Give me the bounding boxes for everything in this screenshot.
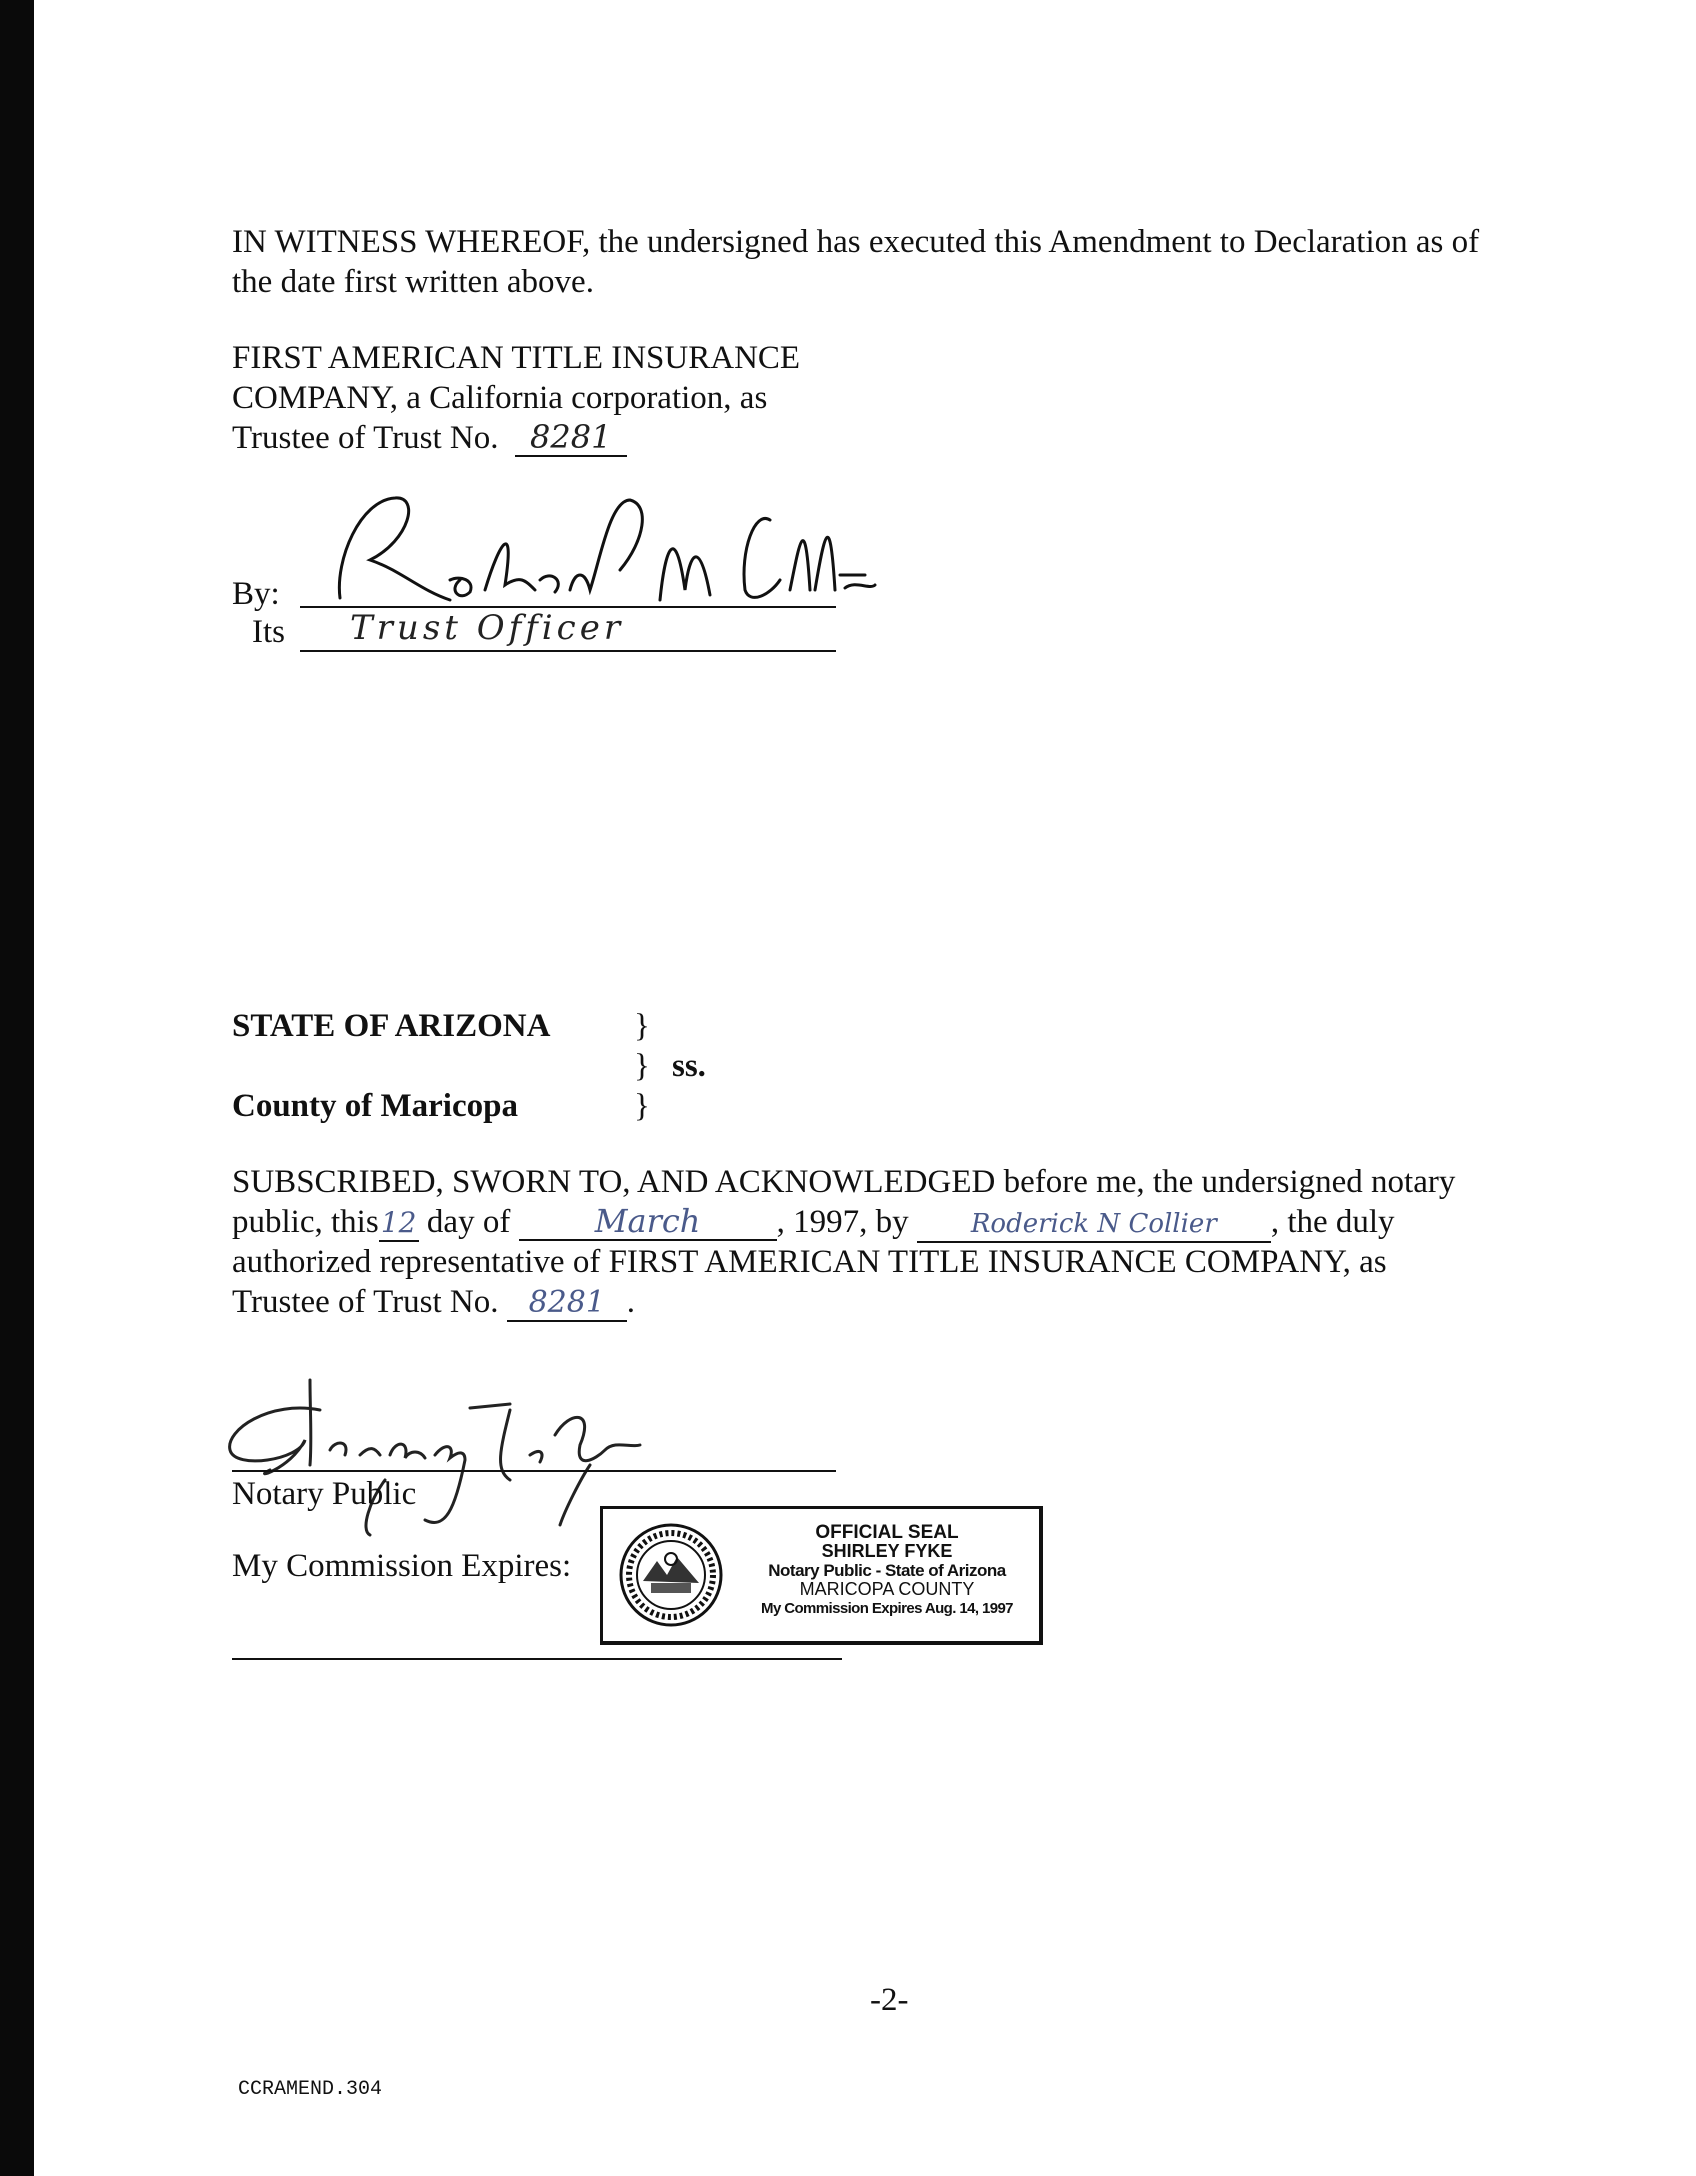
notary-label: Notary Public [232,1476,417,1512]
scan-edge [0,0,34,2176]
seal-text-block [741,1523,1033,1618]
trust-no-label: Trustee of Trust No. [232,420,499,456]
witness-line-1: IN WITNESS WHEREOF, the undersigned has executed this Amendment to Declaration as of [232,224,1480,260]
witness-line-2: the date first written above. [232,264,594,300]
page-number: -2- [870,1982,909,2018]
venue-brace-3: } [634,1088,650,1124]
ack-period: . [626,1284,636,1320]
its-handwritten: Trust Officer [350,608,625,648]
official-seal-stamp [600,1506,1043,1645]
its-label: Its [252,614,285,650]
ack-public-this: public, this [232,1204,379,1240]
seal-line-5: My Commission Expires Aug. 14, 1997 [761,1600,1013,1617]
seal-line-1: OFFICIAL SEAL [815,1522,959,1543]
trust-no-field [515,420,627,457]
ack-month-handwritten: March [594,1202,701,1240]
ack-trust-handwritten: 8281 [528,1285,605,1320]
ack-year-by: , 1997, by [776,1204,909,1240]
company-line-2: COMPANY, a California corporation, as [232,380,768,416]
venue-state: STATE OF ARIZONA [232,1008,551,1044]
venue-brace-2: } [634,1048,650,1084]
its-line [300,650,836,652]
document-code: CCRAMEND.304 [238,2078,383,2101]
venue-county: County of Maricopa [232,1088,518,1124]
ack-the-duly: , the duly [1270,1204,1395,1240]
ack-day-handwritten: 12 [380,1206,417,1239]
notary-signature-text [240,1420,245,1421]
commission-line [232,1658,842,1660]
by-label: By: [232,576,280,612]
seal-line-3: Notary Public - State of Arizona [768,1561,1006,1580]
venue-ss: ss. [672,1048,706,1084]
ack-line-4 [232,1282,635,1322]
arizona-seal-emblem [615,1521,727,1629]
ack-name-field [917,1205,1271,1243]
ack-line-1: SUBSCRIBED, SWORN TO, AND ACKNOWLEDGED before me, the undersigned notary [232,1164,1456,1200]
ack-day-field [379,1205,419,1242]
ack-name-handwritten: Roderick N Collier [970,1209,1217,1239]
company-line-3 [232,418,627,458]
seal-line-2: SHIRLEY FYKE [821,1541,953,1561]
trust-no-handwritten: 8281 [530,418,612,456]
ack-line-3: authorized representative of FIRST AMERICAN TITLE INSURANCE COMPANY, as [232,1244,1387,1280]
venue-brace-1: } [634,1008,650,1044]
by-signature-text [320,560,329,561]
ack-day-of: day of [426,1204,511,1240]
company-line-1: FIRST AMERICAN TITLE INSURANCE [232,340,801,376]
ack-line-2 [232,1202,1395,1243]
seal-line-4: MARICOPA COUNTY [799,1579,975,1599]
ack-month-field [519,1204,777,1241]
ack-trust-label: Trustee of Trust No. [232,1284,499,1320]
notary-signature-line [232,1470,836,1472]
ack-trust-field [507,1285,627,1322]
commission-label: My Commission Expires: [232,1548,572,1584]
